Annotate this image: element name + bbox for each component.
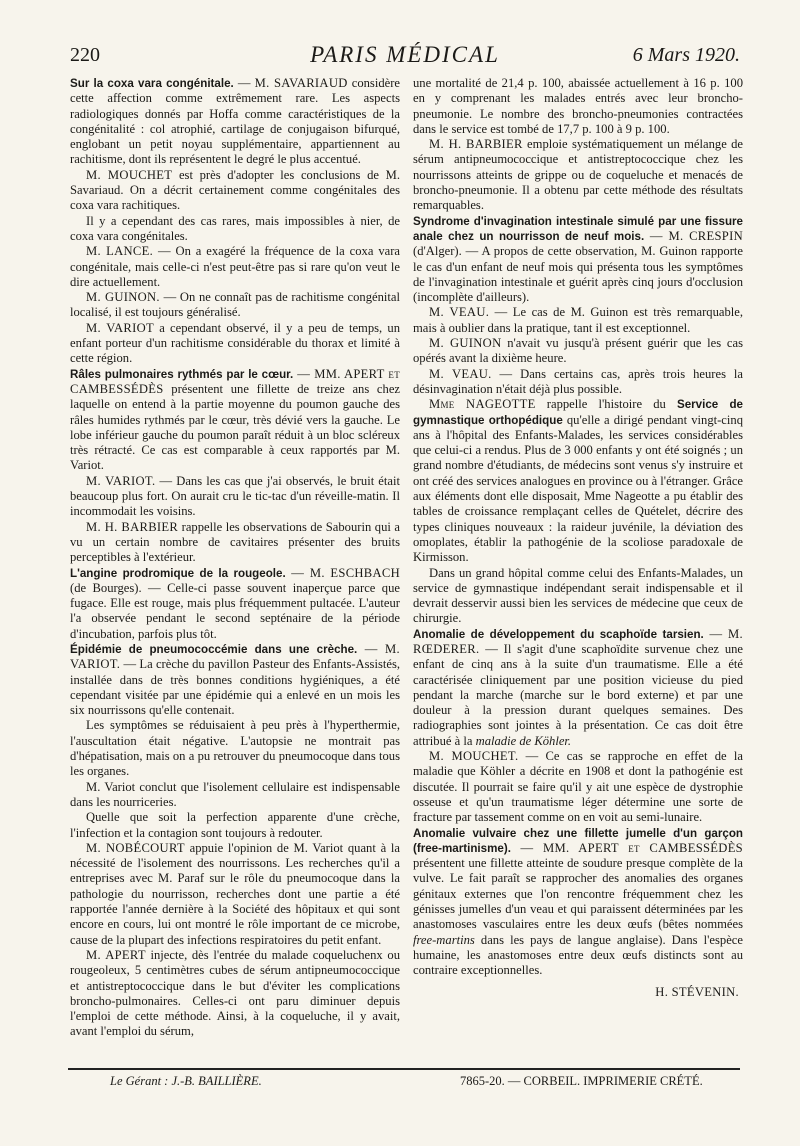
paragraph xyxy=(413,397,743,565)
paragraph-text: injecte, dès l'entrée du malade coqueluchenx ou rougeoleux, 5 centimètres cubes de sérum antipneumococcique et antistreptococcique dans le but d'éviter les complications broncho-pulmonaires. Celles-ci ont paru diminuer depuis l'emploi de cette méthode. Ainsi, à la coqueluche, il y avait, avant l'emploi du sérum, xyxy=(70,947,400,1039)
section-heading: Épidémie de pneumococcémie dans une crèche. xyxy=(70,642,358,656)
section-heading: Sur la coxa vara congénitale. xyxy=(70,77,234,90)
paragraph-text: rappelle l'histoire du xyxy=(535,397,677,412)
author-name: M. GUINON. xyxy=(86,290,160,305)
section-heading: Service de gymnastique orthopédique xyxy=(413,398,743,427)
paragraph xyxy=(70,566,400,642)
printer-line: 7865-20. — CORBEIL. IMPRIMERIE CRÉTÉ. xyxy=(460,1074,703,1088)
paragraph xyxy=(70,321,400,367)
paragraph: Dans un grand hôpital comme celui des Enfants-Malades, un service de gymnastique indépendant serait indispensable et il devrait desservir aussi bien les services de médecine que ceux de chirurgie. xyxy=(413,565,743,626)
paragraph-text: — Le cas de M. Guinon est très remarquable, mais à oublier dans la pratique, tant il est exceptionnel. xyxy=(413,305,744,335)
gerant-line: Le Gérant : J.-B. BAILLIÈRE. xyxy=(110,1074,262,1088)
author-name: M. VEAU. xyxy=(429,366,492,381)
paragraph-text: emploie systématiquement un mélange de sérum antipneumococcique et antistreptococcique chez les nourrissons atteints de grippe ou de coqueluche et menacés de broncho-pneumonie. Il a obtenu par cette méthode des résultats remarquables. xyxy=(413,137,743,213)
paragraph-text: — On ne connaît pas de rachitisme congénital localisé, il est toujours généralisé. xyxy=(70,290,401,320)
paragraph xyxy=(413,367,743,398)
paragraph-text: — Dans certains cas, après trois heures la désinvagination n'était déjà plus possible. xyxy=(413,366,744,396)
author-name: M. VARIOT. xyxy=(86,473,156,488)
author-name: M. APERT xyxy=(86,947,146,962)
left-column xyxy=(70,76,400,1040)
paragraph xyxy=(70,244,400,290)
section-heading: Syndrome d'invagination intestinale simulé par une fissure anale chez un nourrisson de neuf mois. xyxy=(413,214,743,243)
author-name: M. H. BARBIER xyxy=(86,519,179,534)
paragraph xyxy=(70,948,400,1040)
paragraph: Sur la coxa vara congénitale. — M. SAVARIAUD considère cette affection comme extrêmement rare. Les aspects radiologiques donnés par Hoffa comme caractéristiques de la congénitalité : col atrophié, cartilage de conjugaison bifurqué, englobant un petit noyau supplémentaire, appartiennent au rachitisme, dont ils représentent le degré le plus accentué. xyxy=(70,76,400,167)
paragraph-text: — On a exagéré la fréquence de la coxa vara congénitale, mais celle-ci n'est peut-être pas si rare qu'on veut le dire actuellement. xyxy=(70,244,400,289)
paragraph-text: dans les pays de langue anglaise). Dans l'espèce humaine, les anastomoses entre deux œufs distincts sont au contraire exceptionnelles. xyxy=(413,932,743,978)
paragraph-text: présentent une fillette de treize ans chez laquelle on entend à la partie moyenne du poumon gauche des râles humides rythmés par le cœur, très dévié vers la gauche. Le lobe inférieur gauche du poumon paraît réduit à un bloc scléreux très rétracté. Ce cas est comparable à ceux rapportés par M. Variot. xyxy=(70,381,400,473)
paragraph: Quelle que soit la perfection apparente d'une crèche, l'infection et la contagion sont toujours à redouter. xyxy=(70,810,400,840)
paragraph xyxy=(70,841,400,948)
paragraph: Il y a cependant des cas rares, mais impossibles à nier, de coxa vara congénitales. xyxy=(70,213,400,243)
author-name: — MM. APERT et CAMBESSÉDÈS xyxy=(70,366,400,396)
paragraph xyxy=(413,305,743,336)
section-heading: L'angine prodromique de la rougeole. xyxy=(70,566,286,580)
author-name: M. MOUCHET xyxy=(86,167,173,182)
author-name: M. LANCE. xyxy=(86,244,154,259)
paragraph xyxy=(413,627,743,749)
paragraph xyxy=(413,137,743,213)
paragraph-text: présentent une fillette atteinte de soudure presque complète de la vulve. Le fait paraît se rapprocher des anomalies des organes génitaux externes que l'on rencontre fréquemment chez les génisses jumelles d'un veau et qui paraissent déterminées par les anastomoses vasculaires entre les deux œufs (bêtes nommées xyxy=(413,856,743,932)
author-name: M. MOUCHET. xyxy=(429,749,519,764)
paragraph xyxy=(70,290,400,321)
author-name: M. VARIOT xyxy=(86,320,154,335)
author-name: — MM. APERT et CAMBESSÉDÈS xyxy=(510,840,743,855)
paragraph-text: appuie l'opinion de M. Variot quant à la nécessité de l'isolement des nourrissons. Les recherches qu'il a entreprises avec M. Paraf sur le rôle du pneumocoque dans la pathologie du nourrisson, recherches dont une partie a été rapportée l'année dernière à la Société des hôpitaux et qui sont encore en cours, lui ont montré le rôle important de ce microbe, cause de la plupart des infections respiratoires du petit enfant. xyxy=(70,840,400,947)
right-column xyxy=(413,76,743,1000)
page-header xyxy=(70,40,740,70)
author-name: M. GUINON xyxy=(429,336,502,351)
paragraph: Les symptômes se réduisaient à peu près à l'hyperthermie, l'auscultation était négative. L'autopsie ne montrait pas d'hépatisation, mais on a pu retrouver du pneumocoque dans tous les organes. xyxy=(70,718,400,779)
italic-term: maladie de Köhler. xyxy=(475,733,572,748)
section-heading: Anomalie vulvaire chez une fillette jumelle d'un garçon (free-martinisme). xyxy=(413,826,743,855)
author-name: M. H. BARBIER xyxy=(429,137,523,152)
author-name: — M. CRESPIN xyxy=(644,228,744,243)
paragraph-text: — La crèche du pavillon Pasteur des Enfants-Assistés, installée dans de très bonnes conditions hygiéniques, a été cependant visitée par une épidémie qui a enlevé en un mois les six nourrissons qu'elle contenait. xyxy=(70,657,400,718)
page-footer xyxy=(70,1074,740,1094)
author-name: M. VEAU. xyxy=(429,305,490,320)
author-name: M. SAVARIAUD xyxy=(254,76,348,90)
issue-date: 6 Mars 1920. xyxy=(632,44,740,66)
paragraph-text: — Dans les cas que j'ai observés, le bruit était beaucoup plus fort. On aurait cru le tic-tac d'un réveille-matin. Il incommodait les voisins. xyxy=(70,473,400,519)
page-number: 220 xyxy=(70,44,100,66)
paragraph xyxy=(413,749,743,825)
paragraph: M. Variot conclut que l'isolement cellulaire est indispensable dans les nourriceries. xyxy=(70,779,400,809)
section-heading: Anomalie de développement du scaphoïde tarsien. xyxy=(413,627,704,641)
paragraph-text: n'avait vu jusqu'à présent guérir que les cas opérés avant la dixième heure. xyxy=(413,336,743,366)
journal-title: PARIS MÉDICAL xyxy=(310,42,500,67)
author-name: — M. RŒDERER. xyxy=(413,626,743,656)
paragraph-text: rappelle les observations de Sabourin qui a vu un certain nombre de cavitaires présenter des bruits perceptibles à l'extérieur. xyxy=(70,519,400,565)
paragraph xyxy=(413,336,743,367)
paragraph-text: (de Bourges). — Celle-ci passe souvent inaperçue parce que fugace. Elle est rouge, mais plus fréquemment pultacée. L'auteur l'a observée pendant le second septénaire de la période d'incubation, parfois plus tôt. xyxy=(70,580,400,641)
paragraph-text: qu'elle a dirigé pendant vingt-cinq ans à l'hôpital des Enfants-Malades, les services considérables que celui-ci a rendus. Plus de 3 000 enfants y ont été soignés ; un grand nombre d'étudiants, de médecins sont venus s'y instruire et ont créé des services analogues en province ou à l'étranger. Grâce aux éléments dont elle disposait, Mme Nageotte a pu établir des tables de croissance remplaçant celles de Quételet, décrire des types cliniques nouveaux : la raideur juvénile, la déviation des omoplates, établir la pathogénie de la scoliose paradoxale de Kirmisson. xyxy=(413,412,743,565)
paragraph-text: est près d'adopter les conclusions de M. Savariaud. On a décrit certainement comme congénitales des coxa vara rachitiques. xyxy=(70,167,400,213)
paragraph-text: — Ce cas se rapproche en effet de la maladie que Köhler a décrite en 1908 et dont la pathogénie est discutée. Il pourrait se faire qu'il y ait une espèce de dystrophie osseuse et qu'un traumatisme léger détermine une sorte de fracture par tassement comme on en voit au semi-lunaire. xyxy=(413,749,743,825)
paragraph xyxy=(413,214,743,306)
italic-term: free-martins xyxy=(413,932,475,947)
paragraph-text: — Il s'agit d'une scaphoïdite survenue chez une enfant de cinq ans à la suite d'un traumatisme. Elle a été caractérisée cliniquement par une position vicieuse du pied pendant la marche (marche sur le bord externe) et par une douleur à la pression durant quelques semaines. Des radiographies sont jointes à la présentation. Ce cas doit être attribué à la xyxy=(413,641,743,748)
paragraph xyxy=(70,642,400,718)
signature: H. STÉVENIN. xyxy=(655,984,739,999)
paragraph-text: (d'Alger). — A propos de cette observation, M. Guinon rapporte le cas d'un enfant de neuf mois qui présenta tous les symptômes de l'invagination intestinale et guérit après cinq jours d'occlusion (incomplète d'ailleurs). xyxy=(413,244,743,305)
paragraph xyxy=(70,520,400,566)
paragraph-text: considère cette affection comme extrêmement rare. Les aspects radiologiques donnés par Hoffa comme caractéristiques de la congénitalité : col atrophié, cartilage de conjugaison bifurqué, englobant un petit noyau supplémentaire, appartiennent au rachitisme, dont ils représentent le degré le plus accentué. xyxy=(70,76,400,167)
paragraph xyxy=(70,168,400,214)
paragraph xyxy=(70,367,400,474)
paragraph-text: a cependant observé, il y a peu de temps, un enfant porteur d'un rachitisme considérable du thorax et limité à cette région. xyxy=(70,320,400,366)
paragraph xyxy=(413,826,743,979)
paragraph xyxy=(70,474,400,520)
author-name: Mme NAGEOTTE xyxy=(429,397,536,412)
paragraph: une mortalité de 21,4 p. 100, abaissée actuellement à 16 p. 100 en y comprenant les malades entrés avec leur broncho-pneumonie. Le nombre des broncho-pneumonies contractées dans le service est tombé de 17,7 p. 100 à 9 p. 100. xyxy=(413,76,743,136)
footer-rule xyxy=(68,1068,740,1070)
section-heading: Râles pulmonaires rythmés par le cœur. xyxy=(70,367,294,381)
author-name: M. NOBÉCOURT xyxy=(86,840,185,855)
author-name: — M. ESCHBACH xyxy=(285,565,400,580)
author-name: — M. VARIOT. xyxy=(70,641,400,672)
